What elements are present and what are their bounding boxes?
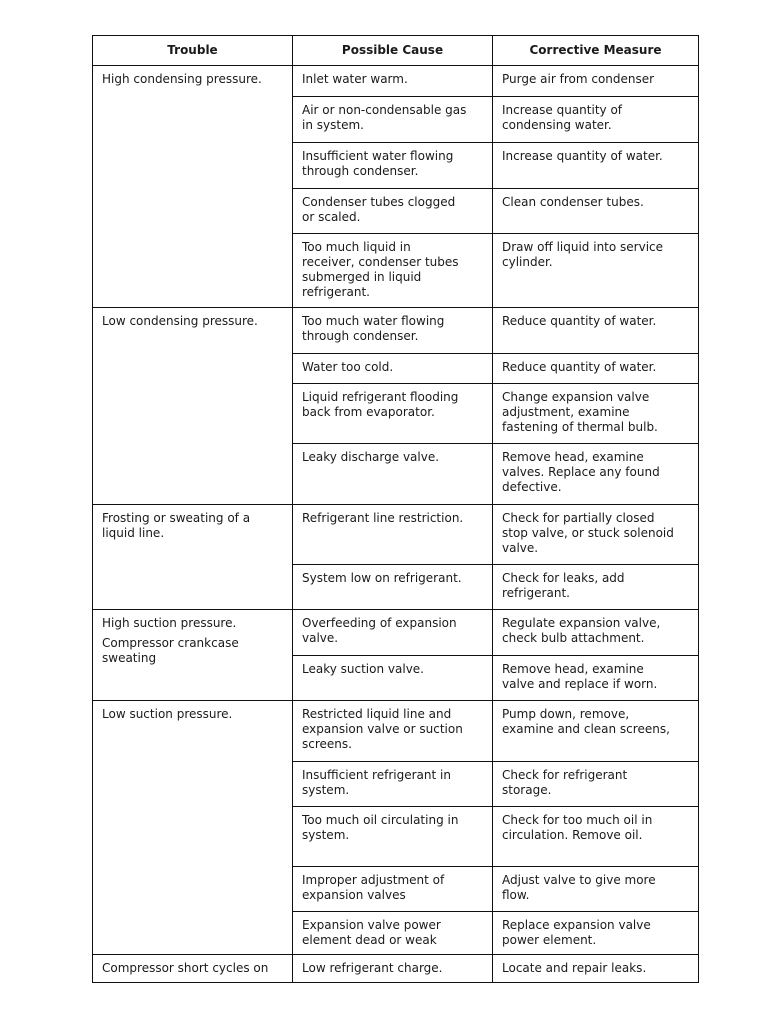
trouble-text: Compressor short cycles on — [102, 961, 269, 975]
possible-cause-text: Expansion valve power element dead or weak — [302, 918, 441, 947]
corrective-measure-cell — [493, 97, 699, 143]
possible-cause-text: System low on refrigerant. — [302, 571, 462, 585]
trouble-text: Low condensing pressure. — [102, 314, 258, 328]
corrective-measure-text: Increase quantity of condensing water. — [502, 103, 623, 132]
trouble-cell — [93, 610, 293, 701]
possible-cause-cell — [293, 701, 493, 762]
troubleshooting-table — [92, 35, 699, 983]
corrective-measure-cell — [493, 762, 699, 807]
trouble-cell — [93, 505, 293, 610]
possible-cause-cell — [293, 505, 493, 565]
possible-cause-cell — [293, 384, 493, 444]
possible-cause-text: Too much water flowing through condenser. — [302, 314, 445, 343]
corrective-measure-text: Check for leaks, add refrigerant. — [502, 571, 625, 600]
possible-cause-text: Too much oil circulating in system. — [302, 813, 459, 842]
corrective-measure-cell — [493, 701, 699, 762]
trouble-text: High suction pressure. — [102, 616, 237, 630]
possible-cause-text: Liquid refrigerant flooding back from evaporator. — [302, 390, 459, 419]
possible-cause-text: Restricted liquid line and expansion valve or suction screens. — [302, 707, 463, 751]
possible-cause-cell — [293, 807, 493, 867]
corrective-measure-text: Draw off liquid into service cylinder. — [502, 240, 664, 269]
corrective-measure-cell — [493, 505, 699, 565]
corrective-measure-cell — [493, 807, 699, 867]
corrective-measure-cell — [493, 867, 699, 912]
trouble-text: High condensing pressure. — [102, 72, 262, 86]
possible-cause-cell — [293, 234, 493, 308]
possible-cause-text: Improper adjustment of expansion valves — [302, 873, 445, 902]
table-row — [93, 610, 699, 656]
corrective-measure-cell — [493, 955, 699, 983]
corrective-measure-text: Check for refrigerant storage. — [502, 768, 628, 797]
corrective-measure-cell — [493, 384, 699, 444]
corrective-measure-cell — [493, 234, 699, 308]
table-row — [93, 66, 699, 97]
corrective-measure-text: Remove head, examine valves. Replace any found defective. — [502, 450, 660, 494]
table-row — [93, 505, 699, 565]
corrective-measure-cell — [493, 912, 699, 955]
possible-cause-cell — [293, 867, 493, 912]
possible-cause-cell — [293, 143, 493, 189]
possible-cause-text: Insufficient water flowing through condenser. — [302, 149, 454, 178]
possible-cause-cell — [293, 189, 493, 234]
possible-cause-text: Water too cold. — [302, 360, 394, 374]
possible-cause-cell — [293, 955, 493, 983]
trouble-cell — [93, 701, 293, 955]
corrective-measure-text: Pump down, remove, examine and clean screens, — [502, 707, 670, 736]
corrective-measure-text: Purge air from condenser — [502, 72, 655, 86]
possible-cause-text: Air or non-condensable gas in system. — [302, 103, 467, 132]
possible-cause-cell — [293, 66, 493, 97]
corrective-measure-cell — [493, 610, 699, 656]
header-trouble: Trouble — [93, 36, 293, 66]
table-row — [93, 955, 699, 983]
possible-cause-cell — [293, 97, 493, 143]
possible-cause-text: Leaky discharge valve. — [302, 450, 440, 464]
possible-cause-cell — [293, 308, 493, 354]
corrective-measure-cell — [493, 308, 699, 354]
corrective-measure-cell — [493, 656, 699, 701]
table-header — [93, 36, 699, 66]
corrective-measure-text: Locate and repair leaks. — [502, 961, 647, 975]
possible-cause-text: Refrigerant line restriction. — [302, 511, 464, 525]
corrective-measure-cell — [493, 565, 699, 610]
possible-cause-cell — [293, 444, 493, 505]
possible-cause-text: Low refrigerant charge. — [302, 961, 443, 975]
possible-cause-cell — [293, 656, 493, 701]
corrective-measure-text: Remove head, examine valve and replace if worn. — [502, 662, 658, 691]
possible-cause-text: Insufficient refrigerant in system. — [302, 768, 451, 797]
corrective-measure-text: Increase quantity of water. — [502, 149, 663, 163]
possible-cause-cell — [293, 762, 493, 807]
header-row — [93, 36, 699, 66]
table-body — [93, 66, 699, 983]
trouble-cell — [93, 66, 293, 308]
possible-cause-text: Too much liquid in receiver, condenser tubes submerged in liquid refrigerant. — [302, 240, 459, 299]
corrective-measure-text: Adjust valve to give more flow. — [502, 873, 656, 902]
corrective-measure-cell — [493, 66, 699, 97]
possible-cause-cell — [293, 610, 493, 656]
trouble-text: Low suction pressure. — [102, 707, 233, 721]
corrective-measure-text: Reduce quantity of water. — [502, 314, 657, 328]
corrective-measure-text: Regulate expansion valve, check bulb attachment. — [502, 616, 661, 645]
corrective-measure-text: Check for too much oil in circulation. Remove oil. — [502, 813, 653, 842]
trouble-cell — [93, 308, 293, 505]
header-corrective-measure: Corrective Measure — [493, 36, 699, 66]
trouble-cell — [93, 955, 293, 983]
corrective-measure-text: Reduce quantity of water. — [502, 360, 657, 374]
corrective-measure-cell — [493, 444, 699, 505]
corrective-measure-text: Clean condenser tubes. — [502, 195, 644, 209]
possible-cause-cell — [293, 912, 493, 955]
header-possible-cause: Possible Cause — [293, 36, 493, 66]
possible-cause-cell — [293, 354, 493, 384]
corrective-measure-text: Change expansion valve adjustment, examine fastening of thermal bulb. — [502, 390, 658, 434]
table-row — [93, 308, 699, 354]
possible-cause-cell — [293, 565, 493, 610]
corrective-measure-cell — [493, 143, 699, 189]
trouble-text: Frosting or sweating of a liquid line. — [102, 511, 251, 540]
corrective-measure-text: Replace expansion valve power element. — [502, 918, 651, 947]
corrective-measure-cell — [493, 189, 699, 234]
trouble-text: Compressor crankcase sweating — [102, 636, 239, 665]
corrective-measure-text: Check for partially closed stop valve, or stuck solenoid valve. — [502, 511, 674, 555]
corrective-measure-cell — [493, 354, 699, 384]
possible-cause-text: Overfeeding of expansion valve. — [302, 616, 457, 645]
possible-cause-text: Condenser tubes clogged or scaled. — [302, 195, 456, 224]
possible-cause-text: Leaky suction valve. — [302, 662, 424, 676]
table-row — [93, 701, 699, 762]
possible-cause-text: Inlet water warm. — [302, 72, 408, 86]
